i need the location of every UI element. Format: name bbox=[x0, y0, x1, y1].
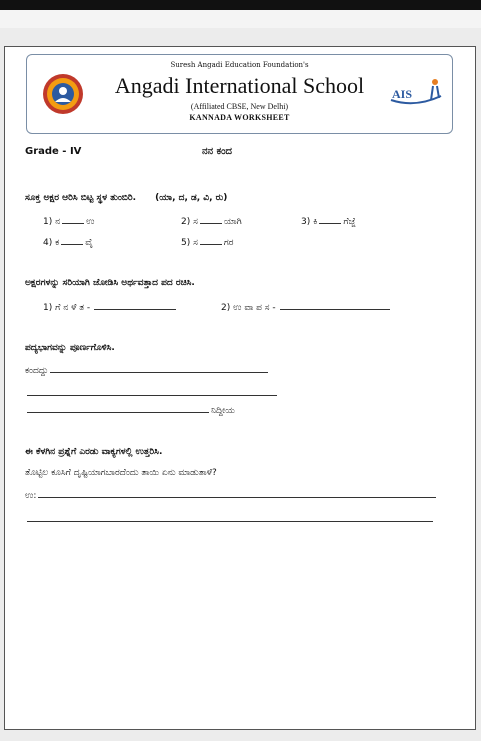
answer-line[interactable] bbox=[27, 395, 277, 396]
top-strip bbox=[0, 10, 481, 28]
fill-item-3 bbox=[301, 214, 356, 227]
poem-line-3 bbox=[25, 403, 235, 416]
item-number: 2) bbox=[221, 303, 231, 313]
section4-sub-question: ತೊಟ್ಟಿಲ ಕೂಸಿಗೆ ದೃಷ್ಟಿಯಾಗಬಾರದೆಂದು ತಾಯಿ ಏನು ಮಾಡುತಾಳೆ? bbox=[25, 468, 217, 478]
section3-question: ಪದ್ಯಭಾಗವನ್ನು ಪೂರ್ಣಗೊಳಿಸಿ. bbox=[25, 343, 115, 353]
item-number: 2) bbox=[181, 217, 191, 227]
answer-blank[interactable] bbox=[27, 403, 209, 413]
item-number: 3) bbox=[301, 217, 311, 227]
worksheet-page bbox=[4, 46, 476, 730]
answer-blank[interactable] bbox=[61, 235, 83, 245]
jumbled-letters: ಗೆ ನ ಳೆ ತ - bbox=[55, 303, 91, 313]
ais-logo-icon bbox=[387, 76, 445, 110]
section1-question-text: ಸೂಕ್ತ ಅಕ್ಷರ ಆರಿಸಿ ಬಿಟ್ಟ ಸ್ಥಳ ತುಂಬಿರಿ. bbox=[25, 193, 137, 203]
poem-end-word: ನಿದ್ದೀಯ bbox=[211, 406, 235, 416]
answer-blank[interactable] bbox=[94, 300, 176, 310]
item-number: 5) bbox=[181, 238, 191, 248]
top-status-bar bbox=[0, 0, 481, 10]
answer-blank[interactable] bbox=[280, 300, 390, 310]
section1-options: (ಯಾ, ದ, ಡ, ವಿ, ರು) bbox=[155, 193, 228, 203]
fill-item-5 bbox=[181, 235, 234, 248]
answer-line[interactable] bbox=[27, 521, 433, 522]
answer-blank[interactable] bbox=[38, 488, 436, 498]
answer-label: ಉ: bbox=[25, 491, 37, 501]
item-suffix: ಉ bbox=[86, 217, 95, 227]
school-name: Angadi International School bbox=[114, 73, 365, 98]
item-prefix: ಕ bbox=[55, 238, 60, 248]
grade-label: Grade - IV bbox=[25, 146, 82, 157]
worksheet-title: KANNADA WORKSHEET bbox=[189, 113, 290, 122]
school-header bbox=[26, 54, 453, 134]
section2-question: ಅಕ್ಷರಗಳನ್ನು ಸರಿಯಾಗಿ ಜೋಡಿಸಿ ಅರ್ಥವತ್ತಾದ ಪದ ರಚಿಸಿ. bbox=[25, 278, 195, 288]
item-number: 1) bbox=[43, 303, 53, 313]
item-prefix: ನ bbox=[55, 217, 61, 227]
section1-question bbox=[25, 193, 227, 203]
jumble-item-2 bbox=[221, 300, 392, 313]
item-suffix: ಗೆಜ್ಜೆ bbox=[343, 217, 356, 227]
answer-blank[interactable] bbox=[200, 235, 222, 245]
jumbled-letters: ಉ ವಾ ಪ ಸ - bbox=[233, 303, 276, 313]
poem-start-word: ಕಂದದ್ದು bbox=[25, 366, 49, 376]
item-number: 1) bbox=[43, 217, 53, 227]
item-prefix: ಸ bbox=[193, 217, 198, 227]
section4-question: ಈ ಕೆಳಗಿನ ಪ್ರಶ್ನೆಗೆ ಎರಡು ವಾಕ್ಯಗಳಲ್ಲಿ ಉತ್ತರಿಸಿ. bbox=[25, 447, 163, 457]
item-suffix: ಗರ bbox=[223, 238, 234, 248]
ais-logo-text: AIS bbox=[392, 87, 413, 101]
item-prefix: ಸ bbox=[193, 238, 198, 248]
affiliation: (Affiliated CBSE, New Delhi) bbox=[190, 102, 289, 111]
item-prefix: ಕಿ bbox=[313, 217, 318, 227]
item-suffix: ವೈ bbox=[85, 238, 93, 248]
fill-item-4 bbox=[43, 235, 93, 248]
fill-item-1 bbox=[43, 214, 94, 227]
answer-blank[interactable] bbox=[62, 214, 84, 224]
foundation-name: Suresh Angadi Education Foundation's bbox=[170, 61, 309, 69]
jumble-item-1 bbox=[43, 300, 178, 313]
item-suffix: ಯಾಗಿ bbox=[223, 217, 242, 227]
poem-line-1 bbox=[25, 363, 270, 376]
lesson-title: ನನ ಕಂದ bbox=[202, 146, 232, 157]
answer-row bbox=[25, 488, 438, 501]
item-number: 4) bbox=[43, 238, 53, 248]
answer-blank[interactable] bbox=[319, 214, 341, 224]
fill-item-2 bbox=[181, 214, 242, 227]
answer-blank[interactable] bbox=[200, 214, 222, 224]
answer-blank[interactable] bbox=[50, 363, 268, 373]
